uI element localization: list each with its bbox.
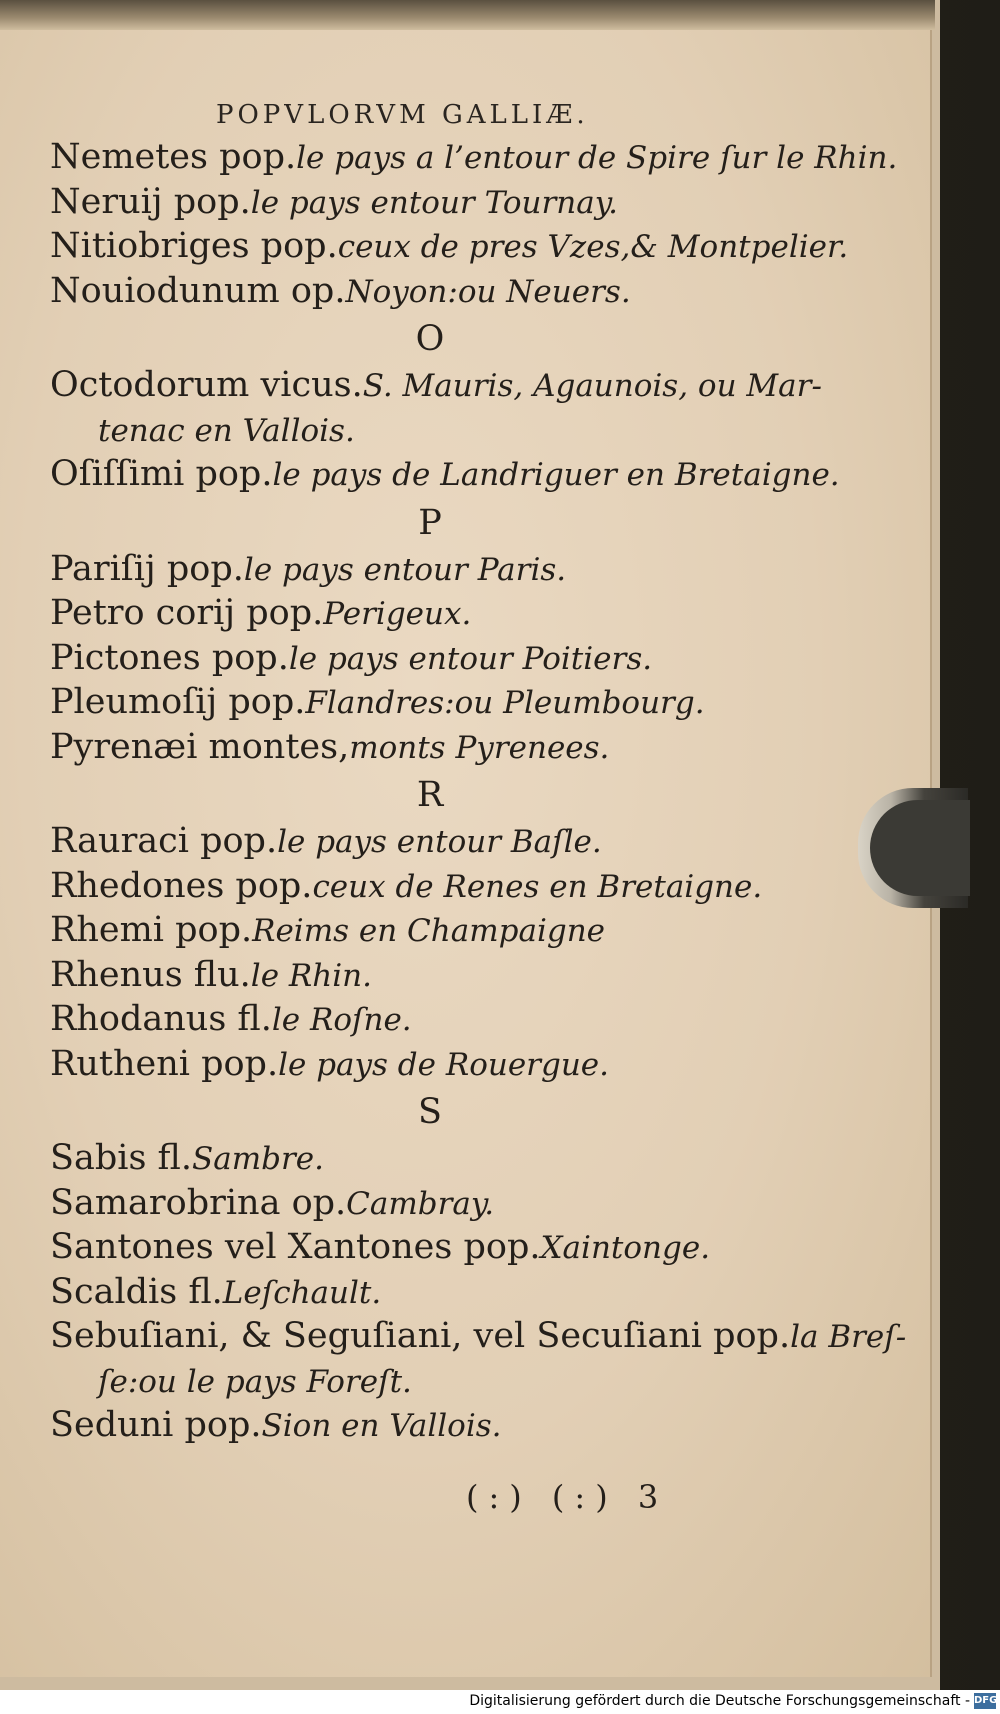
index-entry bbox=[50, 954, 890, 999]
french-name: S. Mauris, Agaunois, ou Mar- bbox=[362, 368, 822, 404]
index-entry bbox=[50, 726, 890, 771]
index-entry bbox=[50, 1404, 890, 1449]
latin-name: Sebuſiani, & Seguſiani, vel Secuſiani pop. bbox=[50, 1316, 791, 1356]
signature-mark: (:) (:) 3 bbox=[466, 1478, 669, 1516]
french-name: ceux de Renes en Bretaigne. bbox=[312, 868, 763, 905]
index-entry bbox=[50, 225, 890, 270]
latin-name: Rhemi pop. bbox=[50, 910, 253, 950]
footer-bar bbox=[0, 1690, 1000, 1714]
french-name: le pays de Landriguer en Bretaigne. bbox=[272, 457, 840, 493]
french-name: Noyon:ou Neuers. bbox=[345, 273, 631, 310]
index-entry bbox=[50, 1043, 890, 1088]
dfg-logo: DFG bbox=[974, 1693, 996, 1709]
running-header: POPVLORVM GALLIÆ. bbox=[216, 100, 589, 130]
entry-continuation bbox=[50, 1360, 890, 1405]
latin-name: Octodorum vicus. bbox=[50, 365, 363, 405]
latin-name: Nemetes pop. bbox=[50, 137, 297, 177]
index-entry bbox=[50, 909, 890, 954]
latin-name: Pleumoſij pop. bbox=[50, 682, 306, 722]
index-entry bbox=[50, 1182, 890, 1227]
french-name: le pays entour Tournay. bbox=[250, 184, 618, 221]
section-letter: P bbox=[418, 502, 442, 543]
index-entry bbox=[50, 681, 890, 726]
latin-name: Sabis fl. bbox=[50, 1138, 192, 1178]
latin-name: Pictones pop. bbox=[50, 637, 289, 678]
index-entry bbox=[50, 270, 890, 315]
latin-name: Rhenus flu. bbox=[50, 954, 251, 995]
latin-name: Santones vel Xantones pop. bbox=[50, 1227, 541, 1267]
french-name: Xaintonge. bbox=[540, 1230, 711, 1266]
index-entry bbox=[50, 181, 890, 226]
latin-name: Seduni pop. bbox=[50, 1405, 262, 1445]
french-name: le pays a l’entour de Spire ſur le Rhin. bbox=[296, 140, 898, 176]
french-name: Perigeux. bbox=[323, 596, 472, 632]
french-name: le Roſne. bbox=[271, 1002, 412, 1038]
latin-name: Samarobrina op. bbox=[50, 1182, 347, 1223]
french-name: le pays entour Baſle. bbox=[277, 824, 602, 860]
french-name: ceux de pres Vzes,& Montpelier. bbox=[337, 229, 849, 265]
latin-name: Rhedones pop. bbox=[50, 865, 313, 906]
latin-name: Nitiobriges pop. bbox=[50, 226, 338, 266]
index-entries bbox=[50, 136, 907, 1449]
index-entry bbox=[50, 1226, 890, 1271]
latin-name: Petro corij pop. bbox=[50, 593, 324, 633]
french-name: tenac en Vallois. bbox=[98, 412, 355, 449]
french-name: ſe:ou le pays Foreſt. bbox=[98, 1363, 412, 1400]
index-entry bbox=[50, 136, 898, 181]
french-name: le pays entour Paris. bbox=[243, 551, 567, 588]
latin-name: Scaldis fl. bbox=[50, 1271, 223, 1312]
page-top-edge bbox=[0, 0, 935, 30]
latin-name: Oſiſſimi pop. bbox=[50, 454, 273, 494]
french-name: le Rhin. bbox=[250, 957, 372, 994]
section-letter: O bbox=[415, 319, 445, 359]
french-name: Reims en Champaigne bbox=[252, 913, 606, 949]
french-name: Sambre. bbox=[192, 1141, 324, 1177]
french-name: la Breſ- bbox=[790, 1319, 907, 1355]
index-entry bbox=[50, 998, 890, 1043]
index-entry bbox=[50, 1271, 890, 1316]
latin-name: Rauraci pop. bbox=[50, 821, 278, 861]
index-entry bbox=[50, 637, 890, 682]
latin-name: Nouiodunum op. bbox=[50, 270, 346, 311]
index-entry bbox=[50, 364, 890, 409]
latin-name: Rhodanus fl. bbox=[50, 999, 272, 1039]
index-entry bbox=[50, 548, 890, 593]
french-name: le pays entour Poitiers. bbox=[288, 640, 653, 677]
index-entry bbox=[50, 820, 890, 865]
section-letter: S bbox=[418, 1092, 442, 1132]
index-entry bbox=[50, 592, 890, 637]
index-entry bbox=[50, 1137, 890, 1182]
french-name: le pays de Rouergue. bbox=[278, 1046, 609, 1083]
french-name: monts Pyrenees. bbox=[349, 729, 610, 766]
french-name: Sion en Vallois. bbox=[261, 1408, 502, 1444]
entry-continuation bbox=[50, 409, 890, 454]
latin-name: Pariſij pop. bbox=[50, 548, 244, 589]
index-entry bbox=[50, 865, 890, 910]
footer-credit: Digitalisierung gefördert durch die Deutsche Forschungsgemeinschaft - bbox=[469, 1693, 970, 1709]
section-letter: R bbox=[416, 775, 444, 815]
french-name: Leſchault. bbox=[222, 1274, 382, 1311]
french-name: Cambray. bbox=[346, 1185, 495, 1222]
index-entry bbox=[50, 1315, 907, 1360]
latin-name: Neruij pop. bbox=[50, 181, 251, 222]
index-entry bbox=[50, 453, 890, 498]
latin-name: Pyrenæi montes, bbox=[50, 726, 350, 767]
latin-name: Rutheni pop. bbox=[50, 1043, 279, 1084]
french-name: Flandres:ou Pleumbourg. bbox=[305, 685, 705, 721]
